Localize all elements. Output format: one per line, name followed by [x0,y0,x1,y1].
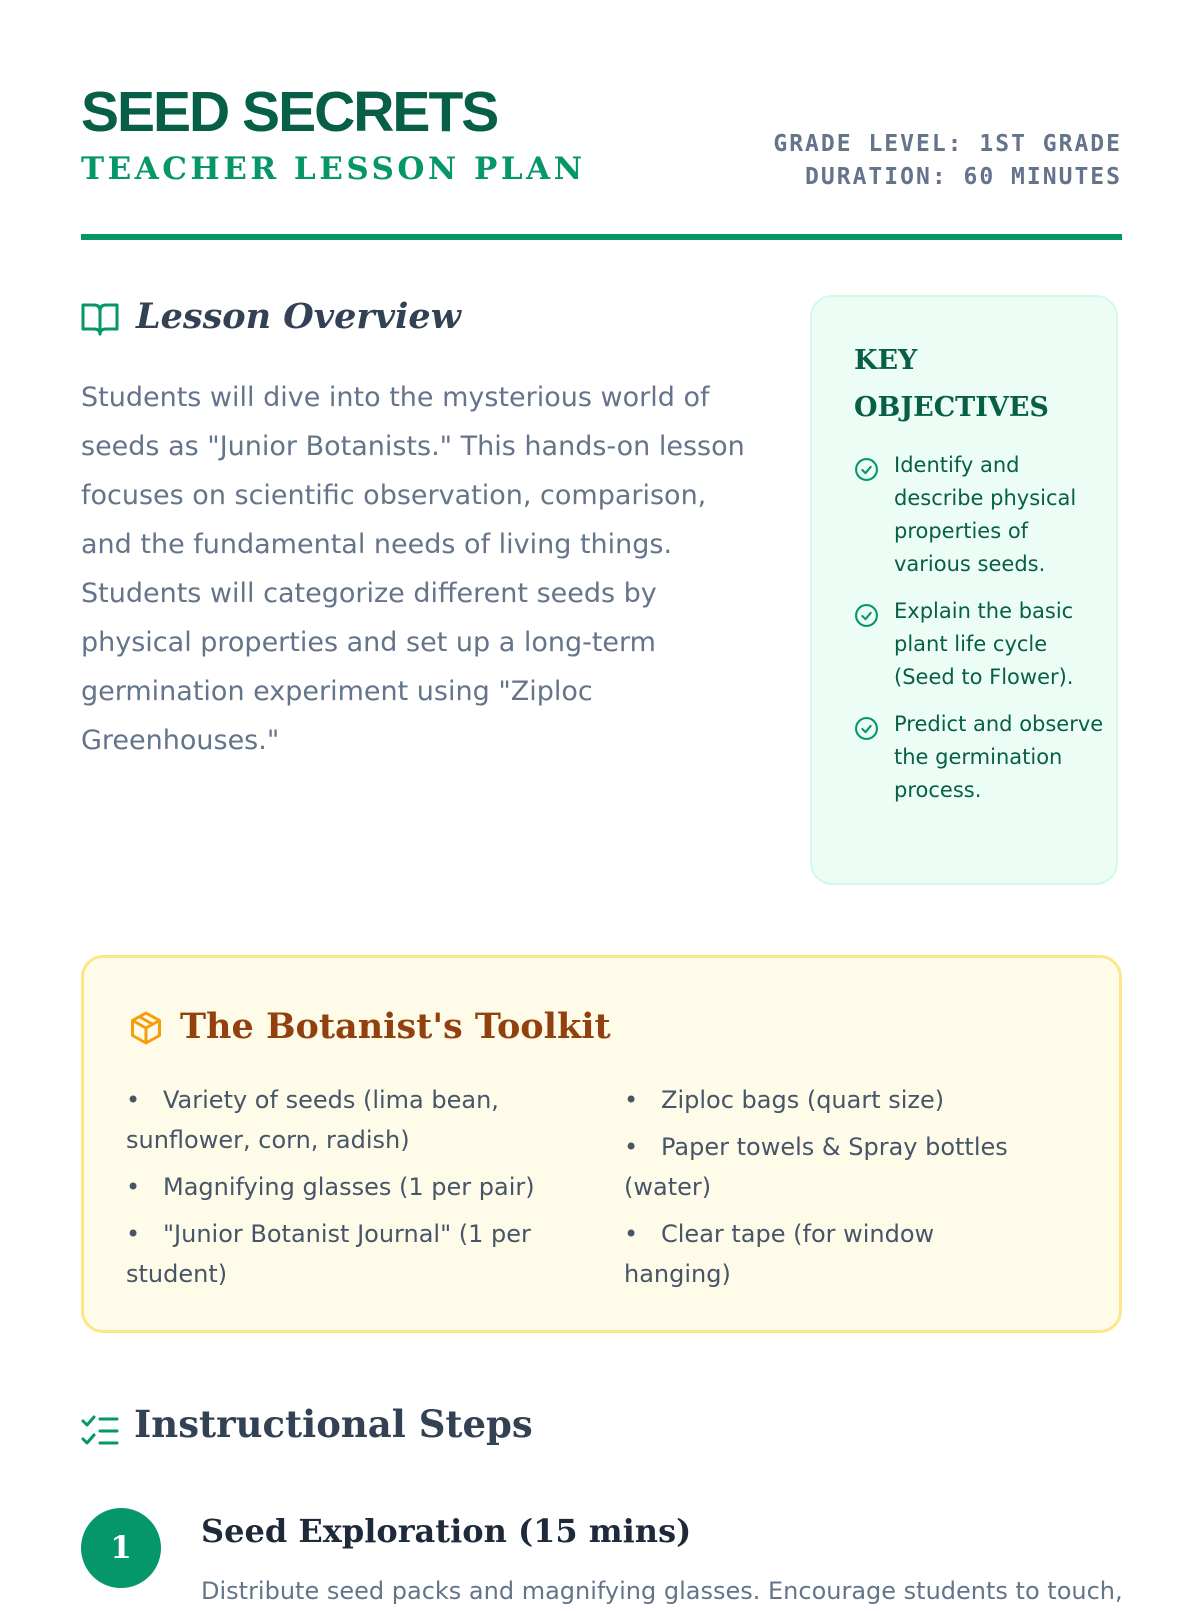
toolkit-card [81,955,1122,1333]
objectives-heading: KEY OBJECTIVES [854,345,1049,423]
duration: DURATION: 60 MINUTES [805,164,1122,190]
page-subtitle: TEACHER LESSON PLAN [81,151,586,187]
lesson-meta [773,128,1122,194]
objectives-card [810,295,1118,885]
toolkit-item: • Paper towels & Spray bottles (water) [624,1127,1044,1207]
objective-text: Identify and describe physical properties of various seeds. [894,453,1077,576]
book-open-icon [81,302,119,336]
check-circle-icon [854,716,879,741]
toolkit-item: • Variety of seeds (lima bean, sunflower, corn, radish) [126,1080,546,1160]
grade-level: GRADE LEVEL: 1ST GRADE [773,131,1122,157]
objective-item [854,708,1104,807]
objective-text: Predict and observe the germination process. [894,712,1104,802]
objective-item [854,449,1104,581]
page-title: SEED SECRETS [81,80,498,144]
objectives-list [854,449,1104,821]
toolkit-list-left [126,1080,546,1301]
step-description: Distribute seed packs and magnifying glasses. Encourage students to touch, [201,1577,1123,1605]
check-circle-icon [854,457,879,482]
toolkit-item: • Clear tape (for window hanging) [624,1214,1044,1294]
toolkit-item: • "Junior Botanist Journal" (1 per student) [126,1214,546,1294]
toolkit-heading: The Botanist's Toolkit [180,1006,611,1047]
check-circle-icon [854,603,879,628]
overview-heading: Lesson Overview [136,296,461,337]
toolkit-item: • Magnifying glasses (1 per pair) [126,1167,546,1207]
steps-heading: Instructional Steps [134,1402,533,1446]
objective-text: Explain the basic plant life cycle (Seed to Flower). [894,599,1074,689]
header-divider [81,234,1122,240]
objective-item [854,595,1104,694]
toolkit-item: • Ziploc bags (quart size) [624,1080,1044,1120]
step-title: Seed Exploration (15 mins) [201,1512,692,1550]
package-icon [128,1010,164,1046]
list-checks-icon [81,1413,119,1449]
step-number-badge: 1 [81,1508,161,1588]
toolkit-list-right [624,1080,1044,1301]
overview-text: Students will dive into the mysterious world of seeds as "Junior Botanists." This hands-on lesson focuses on scientific observation, comparison, and the fundamental needs of living things. Students will categorize different seeds by physical properties and set up a long-term germination experiment using "Ziploc Greenhouses." [81,382,745,756]
